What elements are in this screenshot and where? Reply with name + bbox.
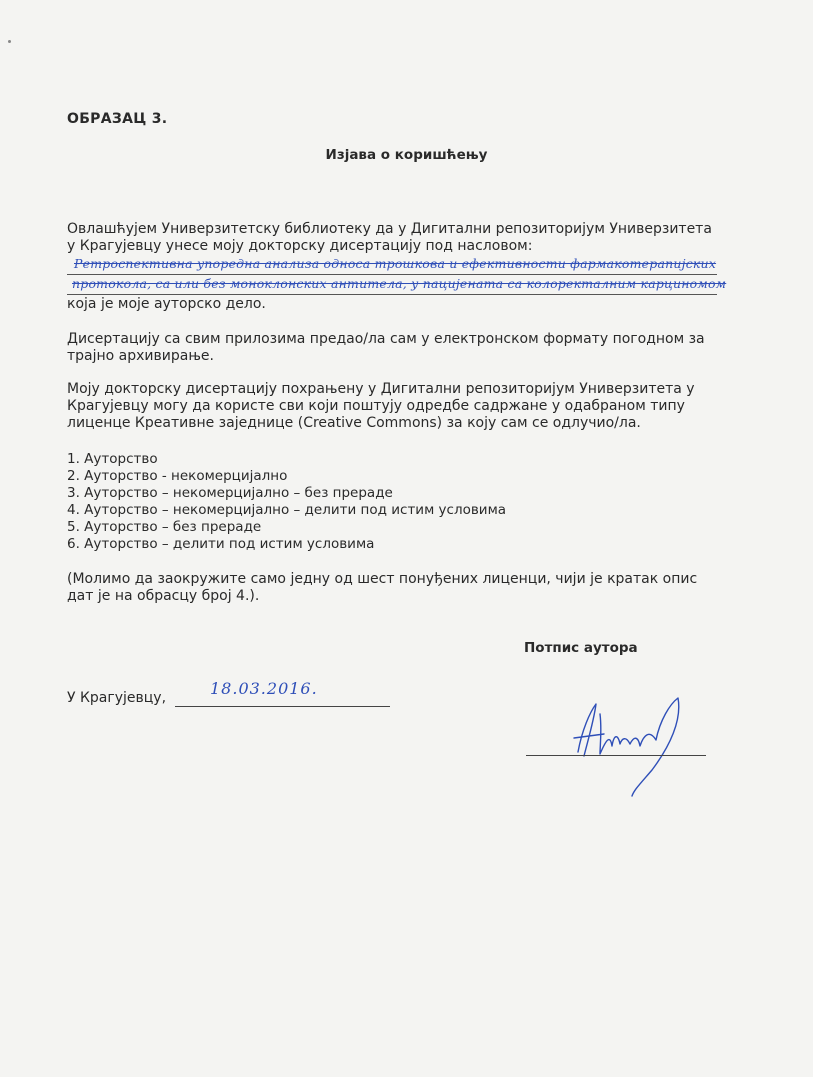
date-line — [175, 706, 390, 707]
paragraph2-line2: трајно архивирање. — [67, 348, 214, 364]
place-label: У Крагујевцу, — [67, 690, 167, 706]
signature-line — [526, 755, 706, 756]
paragraph1-line3: која је моје ауторско дело. — [67, 296, 266, 312]
document-title: Изјава о коришћењу — [325, 147, 488, 163]
license-item: 1. Ауторство — [67, 451, 158, 467]
note-line1: (Молимо да заокружите само једну од шест понуђених лиценци, чији је кратак опис — [67, 571, 698, 587]
paragraph3-line1: Моју докторску дисертацију похрањену у Дигитални репозиторијум Универзитета у — [67, 381, 695, 397]
paragraph1-line2: у Крагујевцу унесе моју докторску дисертацију под насловом: — [67, 238, 533, 254]
scan-speck — [8, 40, 11, 43]
license-item: 2. Ауторство - некомерцијално — [67, 468, 288, 484]
paragraph3-line3: лиценце Креативне заједнице (Creative Commons) за коју сам се одлучио/ла. — [67, 415, 641, 431]
license-item: 6. Ауторство – делити под истим условима — [67, 536, 375, 552]
form-label: ОБРАЗАЦ 3. — [67, 111, 168, 127]
paragraph2-line1: Дисертацију са свим прилозима предао/ла сам у електронском формату погодном за — [67, 331, 705, 347]
title-underline-1 — [67, 274, 717, 275]
license-item: 4. Ауторство – некомерцијално – делити под истим условима — [67, 502, 507, 518]
handwritten-title-line2: протокола, са или без моноклонских антитела, у пацијената са колоректалним карциномом — [72, 276, 727, 291]
paragraph3-line2: Крагујевцу могу да користе сви који поштују одредбе садржане у одабраном типу — [67, 398, 685, 414]
license-item: 5. Ауторство – без прераде — [67, 519, 262, 535]
license-item: 3. Ауторство – некомерцијално – без прераде — [67, 485, 393, 501]
handwritten-title-line1: Ретроспективна упоредна анализа односа трошкова и ефективности фармакотерапијских — [74, 256, 717, 271]
handwritten-date: 18.03.2016. — [210, 679, 318, 698]
note-line2: дат је на обрасцу број 4.). — [67, 588, 260, 604]
title-underline-2 — [67, 294, 717, 295]
author-signature — [560, 690, 720, 800]
paragraph1-line1: Овлашћујем Универзитетску библиотеку да у Дигитални репозиторијум Универзитета — [67, 221, 712, 237]
signature-label: Потпис аутора — [524, 640, 638, 656]
